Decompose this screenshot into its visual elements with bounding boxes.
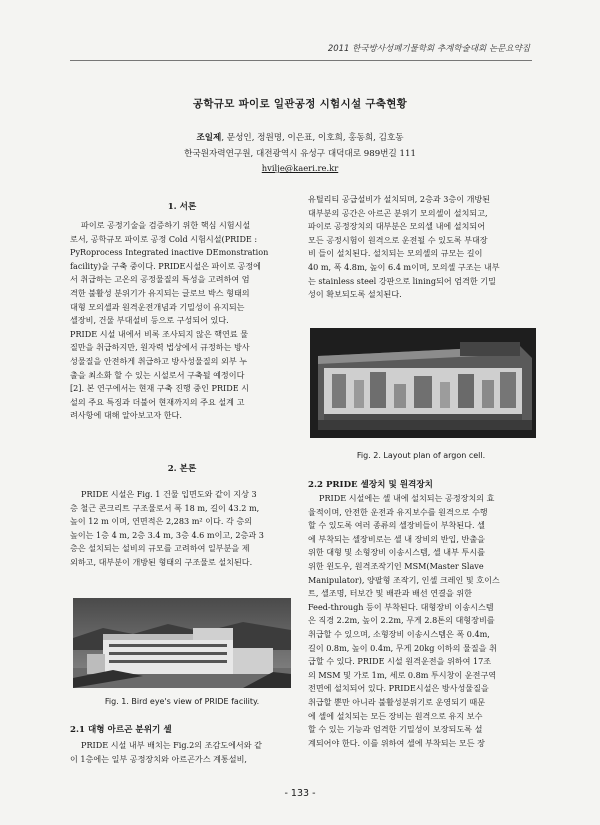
intro-line: PRIDE 시설 내에서 비록 조사되지 않은 핵연료 물: [70, 328, 249, 339]
intro-line: PyRoprocess Integrated inactive DEmonstration: [70, 247, 269, 258]
main-line: PRIDE 시설은 Fig. 1 건물 입면도와 같이 지상 3: [81, 489, 257, 499]
cell-equipment-line: 은 직경 2.2m, 높이 2.2m, 무게 2.8톤의 대형장비를: [308, 615, 495, 626]
cell-equipment-line: 에 부착되는 셀장비로는 셀 내 장비의 반입, 반출을: [308, 533, 485, 544]
main-line: 층은 설치되는 설비의 규모를 고려하여 일부분을 제: [70, 543, 250, 554]
figure-2-image: [310, 328, 536, 438]
right-line: 비 들이 설치된다. 설치되는 모의셀의 규모는 길이: [308, 248, 483, 259]
author-email[interactable]: hvilje@kaeri.re.kr: [261, 163, 339, 173]
intro-line: 질만을 취급하지만, 원자력 법상에서 규정하는 방사: [70, 342, 250, 353]
right-line: 모든 공정시험이 원격으로 운전될 수 있도록 부대장: [308, 234, 488, 245]
header-rule: [70, 60, 532, 61]
figure-1-photo: [73, 598, 291, 688]
intro-line: 셀장비, 건물 부대설비 등으로 구성되어 있다.: [70, 315, 229, 326]
cell-equipment-line: 계되어야 한다. 이를 위하여 셀에 부착되는 모든 장: [308, 737, 485, 748]
intro-line: [2]. 본 연구에서는 현재 구축 진행 중인 PRIDE 시: [70, 383, 250, 394]
main-line: 높이 12 m 이며, 연면적은 2,283 m² 이다. 각 층의: [70, 516, 253, 527]
author-list: [0, 131, 600, 143]
main-line: 높이는 1층 4 m, 2층 3.4 m, 3층 4.6 m이고, 2층과 3: [70, 529, 264, 540]
paper-title: 공학규모 파이로 일관공정 시험시설 구축현황: [192, 98, 408, 110]
figure-2-caption: Fig. 2. Layout plan of argon cell.: [356, 451, 486, 460]
right-line: 는 stainless steel 강판으로 lining되어 엄격한 기밀: [308, 275, 496, 286]
intro-line: 파이로 공정기술을 검증하기 위한 핵심 시험시설: [81, 220, 251, 230]
cell-equipment-line: 에 셀에 설치되는 모든 장비는 원격으로 유지 보수: [308, 710, 483, 721]
intro-line: 려사항에 대해 알아보고자 한다.: [70, 410, 182, 421]
section-main-body: [70, 488, 294, 570]
main-line: 층 철근 콘크리트 구조물로서 폭 18 m, 길이 43.2 m,: [70, 502, 260, 513]
cell-equipment-line: 급할 수 있다. PRIDE 시설 원격운전을 위하여 17조: [308, 656, 492, 667]
intro-line: 서 취급하는 고온의 공정물질의 특성을 고려하여 엄: [70, 274, 250, 285]
section-heading-main: 2. 본론: [167, 464, 197, 474]
cell-equipment-line: 길이 0.8m, 높이 0.4m, 무게 20kg 이하의 물질을 취: [308, 642, 497, 653]
page-number: - 133 -: [284, 788, 316, 799]
right-line: 40 m, 폭 4.8m, 높이 6.4 m이며, 모의셀 구조는 내부: [308, 261, 500, 272]
section-heading-intro: 1. 서론: [167, 202, 197, 212]
right-line: 파이로 공정장치의 대부분은 모의셀 내에 설치되어: [308, 221, 486, 232]
cell-equipment-line: Feed-through 등이 부착된다. 대형장비 이송시스템: [308, 601, 494, 612]
figure-1-caption: Fig. 1. Bird eye's view of PRIDE facility.: [104, 697, 260, 706]
right-line: 유틸리티 공급설비가 설치되며, 2층과 3층이 개방된: [308, 194, 491, 204]
cell-equipment-line: Manipulator), 양팔형 조작기, 인셀 크레인 및 호이스: [308, 574, 500, 585]
intro-line: facility)을 구축 중이다. PRIDE시설은 파이로 공정에: [70, 260, 261, 271]
intro-line: 출을 최소화 할 수 있는 시설로서 구축될 예정이다: [70, 369, 245, 380]
cell-equipment-line: 트, 셀조명, 터보간 및 배관과 배선 연결을 위한: [308, 588, 472, 599]
argon-cell-continued-body: [308, 193, 534, 302]
main-line: 외하고, 대부분이 개방된 형태의 구조물로 설치된다.: [70, 556, 253, 567]
cell-equipment-line: 할 수 있도록 여러 종류의 셀장비들이 부착된다. 셀: [308, 520, 485, 531]
co-authors: , 문성인, 정원명, 이은표, 이호희, 홍동희, 김호동: [221, 133, 404, 143]
right-line: 대부분의 공간은 아르곤 분위기 모의셀이 설치되고,: [308, 207, 488, 218]
argon-cell-line: 이 1층에는 일부 공정장치와 아르곤가스 계통설비,: [70, 753, 247, 764]
section-argon-cell-body: [70, 739, 294, 766]
cell-equipment-line: 율적이며, 안전한 운전과 유지보수를 원격으로 수행: [308, 506, 488, 517]
section-cell-equipment-body: [308, 492, 534, 750]
cell-equipment-line: 위한 대형 및 소형장비 이송시스템, 셀 내부 투시를: [308, 547, 485, 558]
intro-line: 대형 모의셀과 원격운전개념과 기밀성이 유지되는: [70, 301, 245, 312]
argon-cell-line: PRIDE 시설 내부 배치는 Fig.2의 조감도에서와 같: [81, 740, 262, 750]
section-intro-body: [70, 219, 294, 423]
intro-line: 설의 주요 특징과 더불어 현재까지의 주요 설계 고: [70, 396, 245, 407]
affiliation: 한국원자력연구원, 대전광역시 유성구 대덕대로 989번길 111: [184, 149, 416, 159]
cell-equipment-line: 의 MSM 및 가로 1m, 세로 0.8m 투시창이 운전구역: [308, 669, 497, 680]
cell-equipment-line: PRIDE 시설에는 셀 내에 설치되는 공정장치의 효: [319, 493, 495, 503]
cell-equipment-line: 할 수 있는 기능과 엄격한 기밀성이 보장되도록 설: [308, 724, 483, 735]
cell-equipment-line: 전면에 설치되어 있다. PRIDE시설은 방사성물질을: [308, 683, 489, 694]
intro-line: 로서, 공학규모 파이로 공정 Cold 시험시설(PRIDE :: [70, 233, 258, 244]
running-head: 2011 한국방사성폐기물학회 추계학술대회 논문요약집: [327, 44, 530, 54]
cell-equipment-line: 위한 윈도우, 원격조작기인 MSM(Master Slave: [308, 560, 484, 571]
right-line: 성이 확보되도록 설치된다.: [308, 289, 402, 300]
argon-cell-layout-image: [310, 328, 536, 438]
section-heading-cell-equipment: 2.2 PRIDE 셀장치 및 원격장치: [308, 480, 433, 490]
first-author: 조일제: [196, 133, 222, 143]
intro-line: 격한 불활성 분위기가 유지되는 글로브 박스 형태의: [70, 287, 250, 298]
section-heading-argon-cell: 2.1 대형 아르곤 분위기 셀: [70, 725, 172, 735]
cell-equipment-line: 취급할 수 있으며, 소형장비 이송시스템은 폭 0.4m,: [308, 628, 490, 639]
bird-eye-view-image: [73, 598, 291, 688]
cell-equipment-line: 취급할 뿐만 아니라 불활성분위기로 운영되기 때문: [308, 696, 486, 707]
intro-line: 성물질을 안전하게 취급하고 방사성물질의 외부 누: [70, 355, 248, 366]
